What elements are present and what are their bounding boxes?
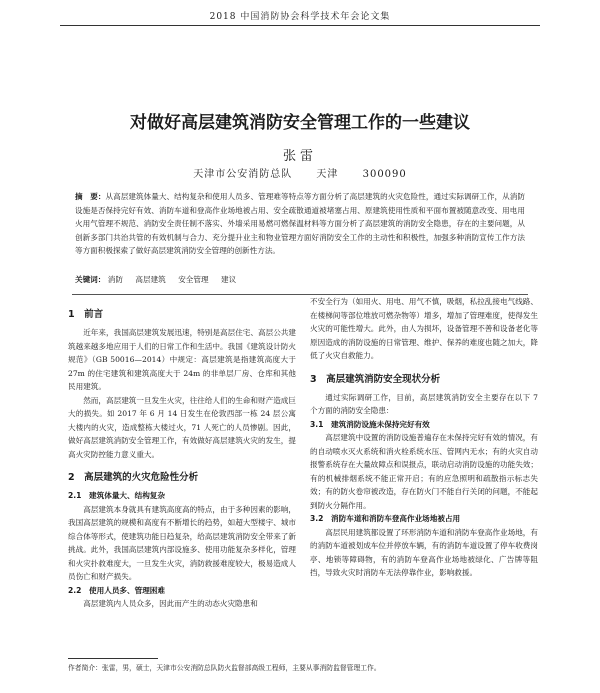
keyword: 高层建筑 bbox=[135, 275, 166, 284]
paragraph: 高层建筑中设置的消防设施普遍存在未保持完好有效的情况，有的自动喷水灭火系统和消火栓系统水压、管网内无水；有的火灾自动报警系统存在大量故障点和误报点，联动启动消防设施的功能失效；有的机械排烟系统不能正常开启；有的应急照明和疏散指示标志失效；有的防火卷帘被改造，存在防火门不能自行关闭的问题，不能起到防火分隔作用。 bbox=[310, 433, 538, 510]
paragraph: 高层建筑内人员众多，因此而产生的动态火灾隐患和 bbox=[83, 599, 258, 608]
keywords-label: 关键词： bbox=[75, 275, 106, 284]
keyword: 安全管理 bbox=[178, 275, 209, 284]
header-rule bbox=[60, 25, 540, 26]
subsection-heading-3-2: 3.2 消防车道和消防车登高作业场地被占用 bbox=[310, 514, 461, 523]
abstract-label: 摘 要： bbox=[75, 192, 106, 201]
affiliation-city: 天津 bbox=[316, 169, 339, 180]
paragraph: 通过实际调研工作，目前，高层建筑消防安全主要存在以下 7 个方面的消防安全隐患： bbox=[310, 392, 538, 415]
running-head: 2018 中国消防协会科学技术年会论文集 bbox=[209, 12, 391, 22]
section-heading-2: 2 高层建筑的火灾危险性分析 bbox=[68, 472, 199, 483]
footnote: 作者简介：张雷，男，硕士，天津市公安消防总队防火监督部高级工程师，主要从事消防监督管理工作。 bbox=[68, 664, 381, 672]
paragraph: 近年来，我国高层建筑发展迅速，特别是高层住宅、高层公共建筑越来越多地应用于人们的日常工作和生活中。我国《建筑设计防火规范》（GB 50016—2014）中规定：高层建筑是指建筑高度大于 27m 的住宅建筑和建筑高度大于 24m 的非单层厂房、仓库和其他民用建筑。 bbox=[68, 328, 296, 391]
abstract-text: 从高层建筑体量大、结构复杂和使用人员多、管理难等特点等方面分析了高层建筑的火灾危险性，通过实际调研工作，从消防设施是否保持完好有效、消防车道和登高作业场地被占用、安全疏散通道被堵塞占用、原建筑使用性质和平面布置被随意改变、用电用火用气管理不规范、消防安全责任制不落实、外墙采用易燃可燃保温材料等方面分析了高层建筑的消防安全隐患，存在的主要问题，从创新多部门共治共管的有效机制与合力、充分提升业主和物业管理方面好消防安全工作的主动性和积极性，加强多种消防宣传工作方法等方面积极探索了做好高层建筑消防安全管理的创新性方法。 bbox=[75, 192, 525, 256]
subsection-heading-2-1: 2.1 建筑体量大、结构复杂 bbox=[68, 491, 165, 500]
subsection-heading-3-1: 3.1 建筑消防设施未保持完好有效 bbox=[310, 419, 430, 429]
footnote-rule bbox=[68, 658, 158, 659]
affiliation-org: 天津市公安消防总队 bbox=[193, 169, 293, 180]
abstract bbox=[75, 190, 525, 258]
section-heading-3: 3 高层建筑消防安全现状分析 bbox=[310, 373, 441, 385]
keyword: 消防 bbox=[107, 275, 123, 284]
subsection-heading-2-2: 2.2 使用人员多、管理困难 bbox=[68, 585, 165, 595]
left-column bbox=[68, 308, 296, 611]
author-affiliation bbox=[0, 165, 600, 180]
paper-title: 对做好高层建筑消防安全管理工作的一些建议 bbox=[130, 113, 470, 133]
section-heading-1: 1 前言 bbox=[68, 309, 104, 320]
paragraph: 然而，高层建筑一旦发生火灾，往往给人们的生命和财产造成巨大的损失。如 2017 年 6 月 14 日发生在伦敦西部一栋 24 层公寓大楼内的火灾，造成整栋大楼过火，71 人死亡的人员惨剧。因此，做好高层建筑消防安全管理工作，有效做好高层建筑火灾的发生，提高火灾防控能力意义重大。 bbox=[68, 395, 296, 459]
paragraph: 不安全行为（如用火、用电、用气不慎，吸烟，私拉乱接电气线路、在楼梯间等部位堆放可燃杂物等）增多，增加了管理难度，使得发生火灾的可能性增大。此外，由人为损坏，设备管理不善和设备老化等原因造成的消防设施的日常管理、维护、保养的难度也随之加大，降低了火灾自救能力。 bbox=[310, 297, 538, 360]
right-column bbox=[310, 295, 538, 580]
author-name: 张雷 bbox=[282, 149, 317, 164]
paragraph: 高层民用建筑都设置了环形消防车道和消防车登高作业场地，有的消防车道被划成车位并停放车辆，有的消防车道设置了停车收费岗亭、地锁等障碍物，有的消防车登高作业场地被绿化、广告牌等阻挡，导致火灾时消防车无法停靠作业，影响救援。 bbox=[310, 527, 538, 577]
keywords bbox=[75, 273, 525, 286]
affiliation-postcode: 300090 bbox=[362, 169, 407, 180]
paragraph: 高层建筑本身就具有建筑高度高的特点，由于多种因素的影响，我国高层建筑的规模和高度有不断增长的趋势，如超大型楼宇、城市综合体等形式，使建筑功能日趋复杂，给高层建筑消防安全带来了新挑战。此外，我国高层建筑内部设施多、使用功能复杂多样化，管理和火灾扑救难度大，一旦发生火灾，消防救援难度较大，极易造成人员伤亡和财产损失。 bbox=[68, 504, 296, 581]
keyword: 建议 bbox=[221, 275, 237, 284]
